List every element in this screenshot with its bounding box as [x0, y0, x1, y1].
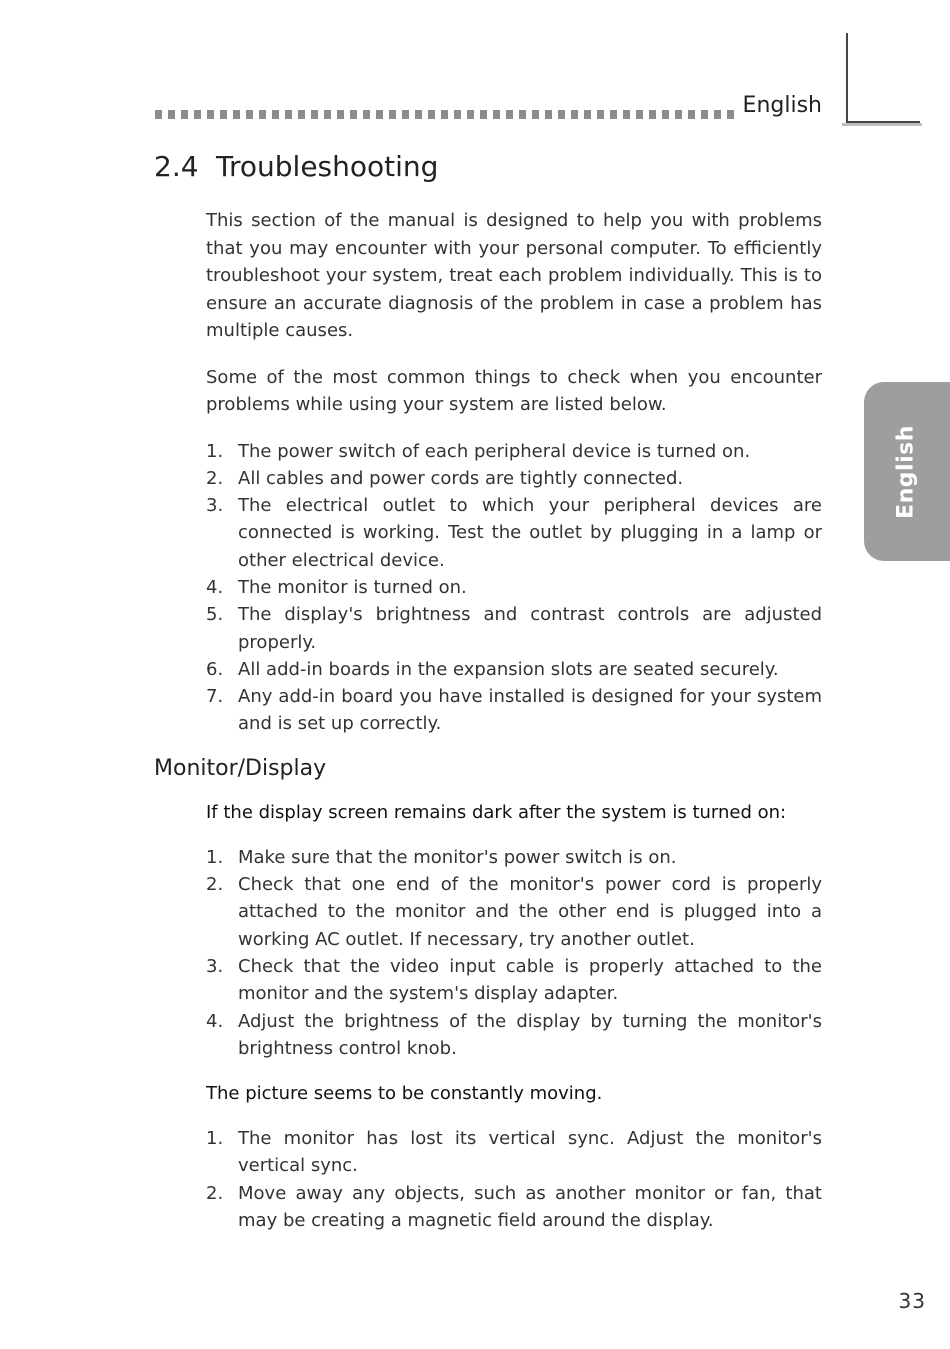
list-item [206, 844, 822, 871]
problem-lead: The picture seems to be constantly moving. [206, 1083, 603, 1105]
intro-paragraph: Some of the most common things to check when you encounter problems while using your system are listed below. [206, 366, 822, 415]
list-item [206, 1180, 822, 1235]
list-item-text: All cables and power cords are tightly connected. [238, 467, 684, 489]
list-item [206, 683, 822, 738]
list-item-number: 3. [206, 495, 224, 517]
moving-picture-steps [206, 1125, 822, 1234]
list-item-number: 2. [206, 467, 224, 489]
section-number: 2.4 [154, 150, 199, 183]
language-side-tab-label: English [893, 425, 919, 519]
subsection-heading: Monitor/Display [154, 755, 327, 781]
header-dot-rule [155, 110, 737, 119]
list-item-text: Check that the video input cable is properly attached to the monitor and the system's display adapter. [238, 955, 822, 1005]
list-item [206, 601, 822, 656]
list-item [206, 656, 822, 683]
list-item-text: The monitor is turned on. [238, 576, 467, 598]
list-item-number: 2. [206, 1182, 224, 1204]
list-item-text: The display's brightness and contrast controls are adjusted properly. [238, 604, 822, 653]
page-number: 33 [898, 1289, 926, 1313]
list-item-number: 4. [206, 1010, 224, 1032]
corner-mark-shadow [842, 123, 922, 126]
body-column [154, 207, 822, 1252]
list-item-text: All add-in boards in the expansion slots are seated securely. [238, 658, 779, 680]
list-item-text: Move away any objects, such as another monitor or fan, that may be creating a magnetic field around the display. [238, 1182, 822, 1232]
intro-paragraph: This section of the manual is designed to help you with problems that you may encounter with your personal computer. To efficiently troubleshoot your system, treat each problem individually. This is to ensure an accurate diagnosis of the problem in case a problem has multiple causes. [206, 210, 822, 341]
list-item-number: 6. [206, 658, 224, 680]
dark-screen-steps [206, 844, 822, 1062]
list-item-text: The monitor has lost its vertical sync. Adjust the monitor's vertical sync. [238, 1128, 822, 1177]
list-item [206, 465, 822, 492]
list-item [206, 1008, 822, 1063]
checklist [206, 438, 822, 738]
list-item [206, 871, 822, 953]
list-item-number: 5. [206, 604, 224, 626]
list-item [206, 574, 822, 601]
list-item-number: 1. [206, 846, 224, 868]
list-item-number: 1. [206, 1128, 224, 1150]
list-item-number: 1. [206, 440, 224, 462]
section-title [154, 150, 438, 183]
corner-mark-vertical [846, 33, 848, 123]
list-item-text: Adjust the brightness of the display by turning the monitor's brightness control knob. [238, 1010, 822, 1059]
list-item-number: 2. [206, 874, 224, 896]
list-item-text: Any add-in board you have installed is designed for your system and is set up correctly. [238, 686, 822, 735]
list-item-number: 4. [206, 576, 224, 598]
list-item-text: Check that one end of the monitor's power cord is properly attached to the monitor and the other end is plugged into a working AC outlet. If necessary, try another outlet. [238, 874, 822, 950]
list-item [206, 438, 822, 465]
problem-lead: If the display screen remains dark after the system is turned on: [206, 801, 787, 823]
section-title-text: Troubleshooting [216, 150, 439, 183]
list-item-number: 3. [206, 955, 224, 977]
list-item [206, 492, 822, 574]
list-item-text: Make sure that the monitor's power switch is on. [238, 846, 677, 868]
list-item [206, 1125, 822, 1180]
header-language: English [742, 93, 822, 118]
list-item [206, 953, 822, 1008]
list-item-number: 7. [206, 686, 224, 708]
list-item-text: The power switch of each peripheral device is turned on. [238, 440, 751, 462]
list-item-text: The electrical outlet to which your peripheral devices are connected is working. Test the outlet by plugging in a lamp or other electrical device. [238, 495, 822, 571]
